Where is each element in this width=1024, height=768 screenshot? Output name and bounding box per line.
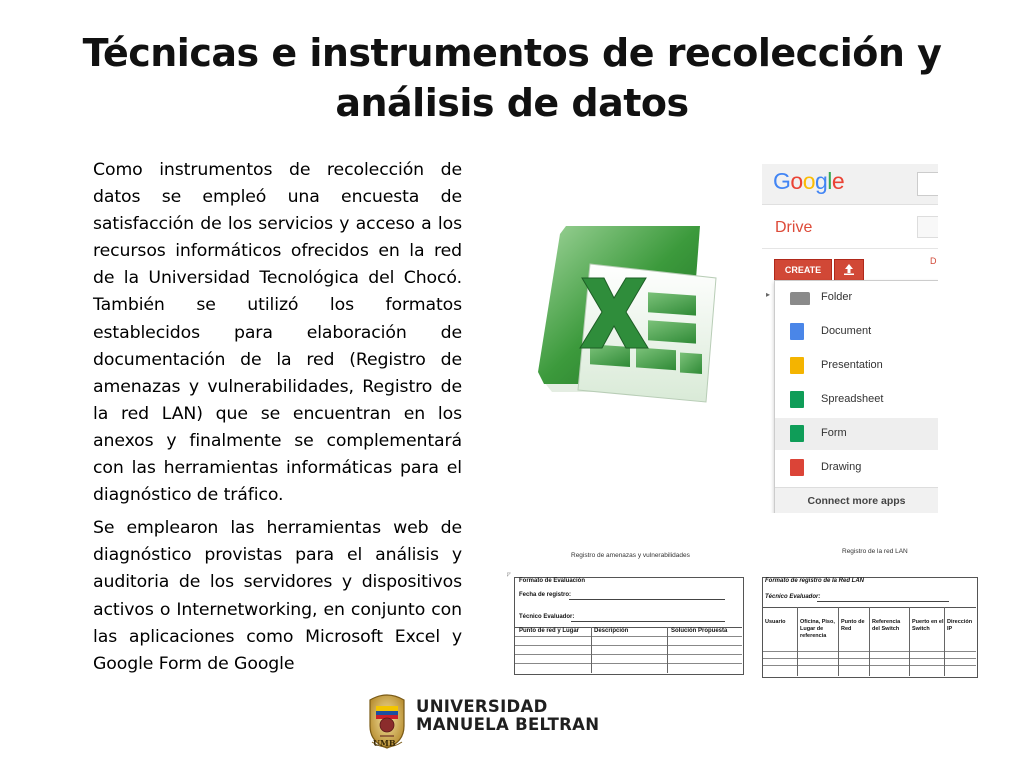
table-row-line xyxy=(515,645,742,646)
drawing-icon xyxy=(790,459,804,476)
menu-item-presentation[interactable]: Presentation xyxy=(775,350,938,382)
drive-label: Drive xyxy=(775,219,813,236)
university-seal-icon xyxy=(362,692,412,752)
table-col-line xyxy=(797,607,798,676)
google-header xyxy=(762,164,938,205)
table-col-line xyxy=(944,607,945,676)
presentation-icon xyxy=(790,357,804,374)
menu-item-document[interactable]: Document xyxy=(775,316,938,348)
column-header: Solución Propuesta xyxy=(671,628,728,634)
menu-item-folder[interactable]: Folder xyxy=(775,282,938,314)
column-header: Puerto en el Switch xyxy=(912,619,944,632)
column-header: Dirección IP xyxy=(947,619,973,632)
create-menu xyxy=(774,280,938,513)
form-heading: Formato de Evaluación xyxy=(519,578,586,584)
form-heading: Formato de registro de la Red LAN xyxy=(765,578,865,584)
corner-mark: ◸ xyxy=(507,572,511,578)
form-caption: Registro de amenazas y vulnerabilidades xyxy=(571,552,690,559)
column-header: Punto de red y Lugar xyxy=(519,628,580,634)
google-logo: Google xyxy=(773,168,845,194)
column-header: Punto de Red xyxy=(841,619,865,632)
date-label: Fecha de registro: xyxy=(519,592,572,598)
table-col-line xyxy=(869,607,870,676)
table-col-line xyxy=(838,607,839,676)
table-col-line xyxy=(591,627,592,673)
evaluator-line xyxy=(571,621,725,622)
table-row-line xyxy=(515,636,742,637)
excel-logo-icon xyxy=(530,222,730,412)
evaluator-label: Técnico Evaluador: xyxy=(765,594,821,600)
university-line-2: MANUELA BELTRAN xyxy=(416,715,600,734)
column-header: Oficina, Piso, Lugar de referencia xyxy=(800,619,835,639)
upload-button[interactable] xyxy=(834,259,864,281)
date-line xyxy=(569,599,725,600)
divider xyxy=(762,248,938,249)
column-header: Descripción xyxy=(594,628,629,634)
paragraph-2: Se emplearon las herramientas web de diagnóstico provistas para el análisis y auditoria de los servidores y dispositivos activos o Internetworking, en conjunto con las aplicaciones como Microsoft Excel y Google Form de Google xyxy=(93,518,462,674)
form-icon xyxy=(790,425,804,442)
menu-item-drawing[interactable]: Drawing xyxy=(775,452,938,484)
paragraph-1: Como instrumentos de recolección de datos se empleó una encuesta de satisfacción de los servicios y acceso a los recursos informáticos ofrecidos en la red de la Universidad Tecnológica del Chocó. También se utilizó los formatos establecidos para elaboración de documentación de la red (Registro de amenazas y vulnerabilidades, Registro de la red LAN) que se encuentran en los anexos y finalmente se complementará con las herramientas informáticas para el diagnóstico de tráfico. xyxy=(93,160,462,506)
document-icon xyxy=(790,323,804,340)
body-text xyxy=(93,157,462,684)
search-box[interactable] xyxy=(917,172,938,196)
slide-title: Técnicas e instrumentos de recolección y análisis de datos xyxy=(82,31,942,125)
folder-icon xyxy=(790,292,810,305)
university-name xyxy=(416,698,599,734)
evaluator-label: Técnico Evaluador: xyxy=(519,614,575,620)
spreadsheet-icon xyxy=(790,391,804,408)
side-mark: D xyxy=(930,256,937,266)
lan-form-image xyxy=(760,546,977,680)
google-drive-screenshot xyxy=(762,164,938,513)
seal-text: UMB xyxy=(373,738,396,748)
table-col-line xyxy=(667,627,668,673)
university-line-1: UNIVERSIDAD xyxy=(416,697,548,716)
connect-more-apps-link[interactable]: Connect more apps xyxy=(775,487,938,513)
menu-item-spreadsheet[interactable]: Spreadsheet xyxy=(775,384,938,416)
menu-item-form[interactable]: Form xyxy=(775,418,938,450)
form-caption: Registro de la red LAN xyxy=(842,548,908,555)
table-row-line xyxy=(515,654,742,655)
threats-form-image xyxy=(505,546,745,680)
table-col-line xyxy=(909,607,910,676)
create-button[interactable]: CREATE xyxy=(774,259,832,281)
toolbar-box xyxy=(917,216,938,238)
column-header: Usuario xyxy=(765,619,786,625)
evaluator-line xyxy=(817,601,949,602)
caret-icon: ▸ xyxy=(766,290,771,299)
column-header: Referencia del Switch xyxy=(872,619,901,632)
table-row-line xyxy=(515,663,742,664)
upload-icon xyxy=(843,263,855,275)
form-box xyxy=(762,577,978,678)
